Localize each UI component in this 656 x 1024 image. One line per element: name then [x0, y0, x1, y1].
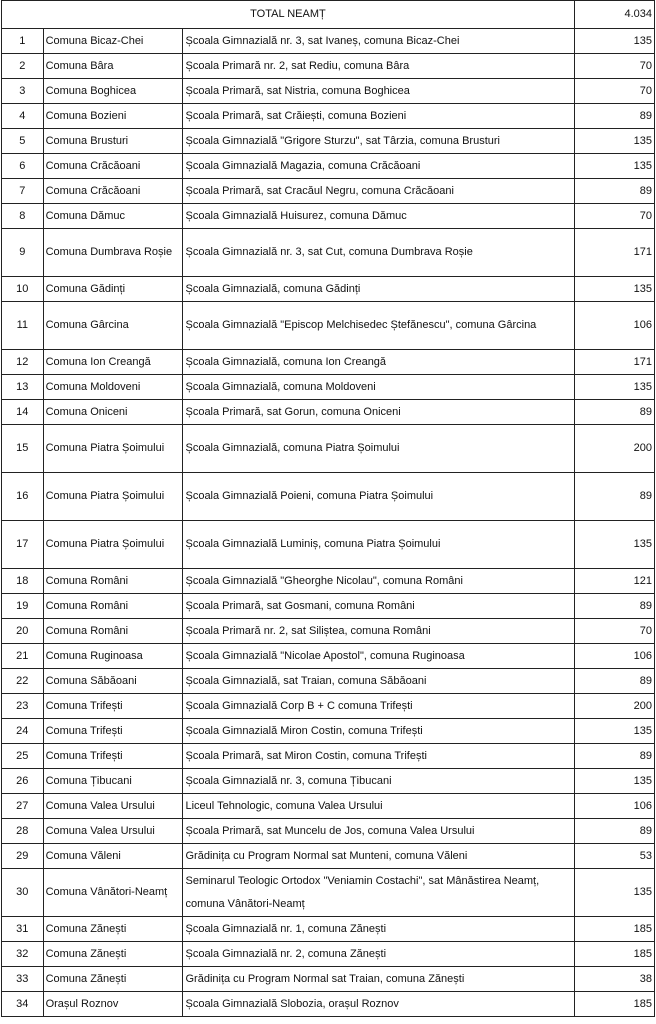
row-number: 10 — [2, 277, 44, 302]
school-cell: Școala Primară, sat Gosmani, comuna Români — [183, 594, 574, 619]
table-row — [2, 967, 655, 992]
commune-cell: Comuna Zănești — [43, 917, 183, 942]
row-number: 1 — [2, 29, 44, 54]
value-cell: 89 — [574, 104, 654, 129]
table-row — [2, 521, 655, 569]
row-number: 27 — [2, 794, 44, 819]
school-cell: Școala Gimnazială, comuna Gădinți — [183, 277, 574, 302]
commune-cell: Comuna Români — [43, 619, 183, 644]
row-number: 4 — [2, 104, 44, 129]
commune-cell: Comuna Zănești — [43, 967, 183, 992]
row-number: 12 — [2, 350, 44, 375]
commune-cell: Comuna Trifești — [43, 694, 183, 719]
table-row — [2, 744, 655, 769]
table-row — [2, 277, 655, 302]
value-cell: 70 — [574, 54, 654, 79]
commune-cell: Comuna Valea Ursului — [43, 819, 183, 844]
value-cell: 171 — [574, 350, 654, 375]
commune-cell: Comuna Piatra Șoimului — [43, 425, 183, 473]
school-cell: Școala Gimnazială nr. 3, comuna Țibucani — [183, 769, 574, 794]
row-number: 25 — [2, 744, 44, 769]
table-row — [2, 819, 655, 844]
school-cell: Școala Gimnazială "Nicolae Apostol", comuna Ruginoasa — [183, 644, 574, 669]
schools-table — [1, 0, 655, 1017]
school-cell: Școala Primară, sat Gorun, comuna Oniceni — [183, 400, 574, 425]
row-number: 11 — [2, 302, 44, 350]
value-cell: 200 — [574, 694, 654, 719]
commune-cell: Comuna Ruginoasa — [43, 644, 183, 669]
value-cell: 185 — [574, 917, 654, 942]
total-value: 4.034 — [574, 1, 654, 29]
row-number: 29 — [2, 844, 44, 869]
table-row — [2, 29, 655, 54]
row-number: 33 — [2, 967, 44, 992]
school-cell: Școala Gimnazială Magazia, comuna Crăcăoani — [183, 154, 574, 179]
value-cell: 121 — [574, 569, 654, 594]
school-cell: Școala Gimnazială, comuna Ion Creangă — [183, 350, 574, 375]
value-cell: 185 — [574, 992, 654, 1017]
table-row — [2, 594, 655, 619]
school-cell: Școala Gimnazială nr. 2, comuna Zănești — [183, 942, 574, 967]
school-cell: Grădinița cu Program Normal sat Traian, comuna Zănești — [183, 967, 574, 992]
school-cell: Școala Gimnazială nr. 3, sat Ivaneș, comuna Bicaz-Chei — [183, 29, 574, 54]
school-cell: Școala Primară nr. 2, sat Siliștea, comuna Români — [183, 619, 574, 644]
value-cell: 135 — [574, 277, 654, 302]
table-row — [2, 425, 655, 473]
school-cell: Școala Gimnazială "Grigore Sturzu", sat Târzia, comuna Brusturi — [183, 129, 574, 154]
row-number: 26 — [2, 769, 44, 794]
school-cell: Școala Gimnazială, comuna Piatra Șoimului — [183, 425, 574, 473]
table-row — [2, 619, 655, 644]
commune-cell: Comuna Trifești — [43, 719, 183, 744]
school-cell: Școala Gimnazială, comuna Moldoveni — [183, 375, 574, 400]
row-number: 32 — [2, 942, 44, 967]
table-row — [2, 179, 655, 204]
school-cell: Seminarul Teologic Ortodox "Veniamin Costachi", sat Mânăstirea Neamț, comuna Vânători-Neamț — [183, 869, 574, 917]
commune-cell: Comuna Dămuc — [43, 204, 183, 229]
table-row — [2, 942, 655, 967]
commune-cell: Comuna Bicaz-Chei — [43, 29, 183, 54]
table-row — [2, 302, 655, 350]
commune-cell: Orașul Roznov — [43, 992, 183, 1017]
commune-cell: Comuna Crăcăoani — [43, 154, 183, 179]
value-cell: 89 — [574, 744, 654, 769]
value-cell: 53 — [574, 844, 654, 869]
row-number: 9 — [2, 229, 44, 277]
row-number: 22 — [2, 669, 44, 694]
table-row — [2, 375, 655, 400]
table-row — [2, 400, 655, 425]
table-row — [2, 669, 655, 694]
table-row — [2, 569, 655, 594]
row-number: 31 — [2, 917, 44, 942]
commune-cell: Comuna Români — [43, 594, 183, 619]
commune-cell: Comuna Moldoveni — [43, 375, 183, 400]
table-row — [2, 473, 655, 521]
value-cell: 135 — [574, 719, 654, 744]
commune-cell: Comuna Văleni — [43, 844, 183, 869]
commune-cell: Comuna Brusturi — [43, 129, 183, 154]
table-row — [2, 229, 655, 277]
commune-cell: Comuna Vânători-Neamț — [43, 869, 183, 917]
row-number: 17 — [2, 521, 44, 569]
school-cell: Școala Gimnazială "Gheorghe Nicolau", comuna Români — [183, 569, 574, 594]
commune-cell: Comuna Bâra — [43, 54, 183, 79]
commune-cell: Comuna Români — [43, 569, 183, 594]
table-row — [2, 79, 655, 104]
value-cell: 185 — [574, 942, 654, 967]
value-cell: 70 — [574, 204, 654, 229]
row-number: 30 — [2, 869, 44, 917]
table-row — [2, 794, 655, 819]
school-cell: Școala Gimnazială Huisurez, comuna Dămuc — [183, 204, 574, 229]
row-number: 5 — [2, 129, 44, 154]
row-number: 18 — [2, 569, 44, 594]
commune-cell: Comuna Oniceni — [43, 400, 183, 425]
school-cell: Școala Primară nr. 2, sat Rediu, comuna Bâra — [183, 54, 574, 79]
value-cell: 135 — [574, 869, 654, 917]
commune-cell: Comuna Valea Ursului — [43, 794, 183, 819]
row-number: 6 — [2, 154, 44, 179]
table-row — [2, 644, 655, 669]
school-cell: Școala Primară, sat Miron Costin, comuna Trifești — [183, 744, 574, 769]
table-row — [2, 204, 655, 229]
school-cell: Școala Gimnazială "Episcop Melchisedec Ștefănescu", comuna Gârcina — [183, 302, 574, 350]
value-cell: 38 — [574, 967, 654, 992]
school-cell: Școala Gimnazială Slobozia, orașul Roznov — [183, 992, 574, 1017]
table-row — [2, 844, 655, 869]
school-cell: Școala Gimnazială, sat Traian, comuna Săbăoani — [183, 669, 574, 694]
row-number: 34 — [2, 992, 44, 1017]
row-number: 28 — [2, 819, 44, 844]
row-number: 2 — [2, 54, 44, 79]
commune-cell: Comuna Crăcăoani — [43, 179, 183, 204]
total-row — [2, 1, 655, 29]
table-row — [2, 719, 655, 744]
table-row — [2, 992, 655, 1017]
commune-cell: Comuna Țibucani — [43, 769, 183, 794]
row-number: 23 — [2, 694, 44, 719]
school-cell: Școala Gimnazială nr. 3, sat Cut, comuna Dumbrava Roșie — [183, 229, 574, 277]
row-number: 8 — [2, 204, 44, 229]
school-cell: Școala Primară, sat Crăiești, comuna Bozieni — [183, 104, 574, 129]
commune-cell: Comuna Trifești — [43, 744, 183, 769]
row-number: 15 — [2, 425, 44, 473]
commune-cell: Comuna Piatra Șoimului — [43, 473, 183, 521]
value-cell: 106 — [574, 644, 654, 669]
row-number: 14 — [2, 400, 44, 425]
school-cell: Școala Primară, sat Muncelu de Jos, comuna Valea Ursului — [183, 819, 574, 844]
value-cell: 106 — [574, 302, 654, 350]
school-cell: Școala Gimnazială nr. 1, comuna Zănești — [183, 917, 574, 942]
table-row — [2, 869, 655, 917]
table-row — [2, 350, 655, 375]
commune-cell: Comuna Săbăoani — [43, 669, 183, 694]
table-row — [2, 769, 655, 794]
school-cell: Școala Gimnazială Corp B + C comuna Trifești — [183, 694, 574, 719]
value-cell: 106 — [574, 794, 654, 819]
commune-cell: Comuna Gârcina — [43, 302, 183, 350]
commune-cell: Comuna Bozieni — [43, 104, 183, 129]
row-number: 21 — [2, 644, 44, 669]
commune-cell: Comuna Dumbrava Roșie — [43, 229, 183, 277]
value-cell: 89 — [574, 473, 654, 521]
commune-cell: Comuna Gădinți — [43, 277, 183, 302]
commune-cell: Comuna Ion Creangă — [43, 350, 183, 375]
value-cell: 89 — [574, 594, 654, 619]
value-cell: 200 — [574, 425, 654, 473]
row-number: 20 — [2, 619, 44, 644]
school-cell: Școala Gimnazială Poieni, comuna Piatra Șoimului — [183, 473, 574, 521]
table-row — [2, 104, 655, 129]
school-cell: Școala Primară, sat Nistria, comuna Boghicea — [183, 79, 574, 104]
school-cell: Școala Gimnazială Luminiș, comuna Piatra Șoimului — [183, 521, 574, 569]
row-number: 16 — [2, 473, 44, 521]
value-cell: 135 — [574, 129, 654, 154]
row-number: 3 — [2, 79, 44, 104]
row-number: 24 — [2, 719, 44, 744]
value-cell: 89 — [574, 819, 654, 844]
commune-cell: Comuna Boghicea — [43, 79, 183, 104]
value-cell: 70 — [574, 619, 654, 644]
value-cell: 89 — [574, 669, 654, 694]
value-cell: 89 — [574, 179, 654, 204]
commune-cell: Comuna Zănești — [43, 942, 183, 967]
school-cell: Școala Gimnazială Miron Costin, comuna Trifești — [183, 719, 574, 744]
value-cell: 89 — [574, 400, 654, 425]
table-row — [2, 129, 655, 154]
total-label: TOTAL NEAMȚ — [2, 1, 575, 29]
school-cell: Liceul Tehnologic, comuna Valea Ursului — [183, 794, 574, 819]
row-number: 19 — [2, 594, 44, 619]
value-cell: 135 — [574, 29, 654, 54]
table-row — [2, 54, 655, 79]
value-cell: 171 — [574, 229, 654, 277]
value-cell: 135 — [574, 521, 654, 569]
school-cell: Școala Primară, sat Cracăul Negru, comuna Crăcăoani — [183, 179, 574, 204]
row-number: 7 — [2, 179, 44, 204]
value-cell: 70 — [574, 79, 654, 104]
commune-cell: Comuna Piatra Șoimului — [43, 521, 183, 569]
value-cell: 135 — [574, 154, 654, 179]
table-row — [2, 154, 655, 179]
value-cell: 135 — [574, 375, 654, 400]
row-number: 13 — [2, 375, 44, 400]
value-cell: 135 — [574, 769, 654, 794]
school-cell: Grădinița cu Program Normal sat Munteni, comuna Văleni — [183, 844, 574, 869]
table-row — [2, 917, 655, 942]
table-row — [2, 694, 655, 719]
